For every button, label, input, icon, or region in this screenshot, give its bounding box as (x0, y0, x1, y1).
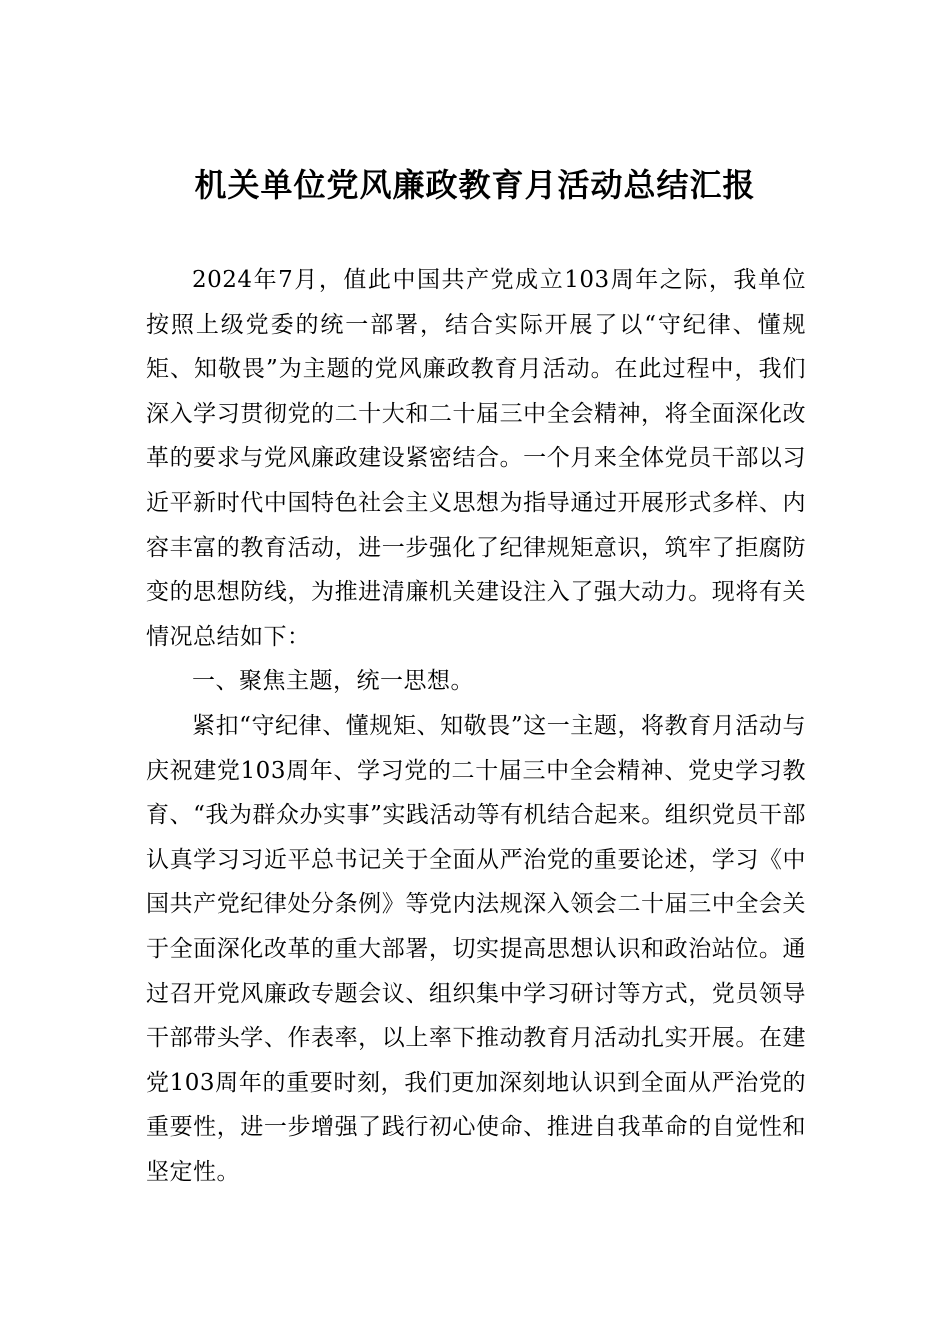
section-heading-1: 一、聚焦主题，统一思想。 (192, 668, 474, 695)
paragraph-intro: 2024年7月，值此中国共产党成立103周年之际，我单位按照上级党委的统一部署，结合实际开展了以“守纪律、懂规矩、知敬畏”为主题的党风廉政教育月活动。在此过程中，我们深入学习贯彻党的二十大和二十届三中全会精神，将全面深化改革的要求与党风廉政建设紧密结合。一个月来全体党员干部以习近平新时代中国特色社会主义思想为指导通过开展形式多样、内容丰富的教育活动，进一步强化了纪律规矩意识，筑牢了拒腐防变的思想防线，为推进清廉机关建设注入了强大动力。现将有关情况总结如下： (146, 267, 806, 650)
document-title: 机关单位党风廉政教育月活动总结汇报 (194, 166, 756, 204)
document-body (146, 258, 806, 1194)
paragraph-section-1: 紧扣“守纪律、懂规矩、知敬畏”这一主题，将教育月活动与庆祝建党103周年、学习党的二十届三中全会精神、党史学习教育、“我为群众办实事”实践活动等有机结合起来。组织党员干部认真学习习近平总书记关于全面从严治党的重要论述，学习《中国共产党纪律处分条例》等党内法规深入领会二十届三中全会关于全面深化改革的重大部署，切实提高思想认识和政治站位。通过召开党风廉政专题会议、组织集中学习研讨等方式，党员领导干部带头学、作表率，以上率下推动教育月活动扎实开展。在建党103周年的重要时刻，我们更加深刻地认识到全面从严治党的重要性，进一步增强了践行初心使命、推进自我革命的自觉性和坚定性。 (146, 712, 806, 1185)
